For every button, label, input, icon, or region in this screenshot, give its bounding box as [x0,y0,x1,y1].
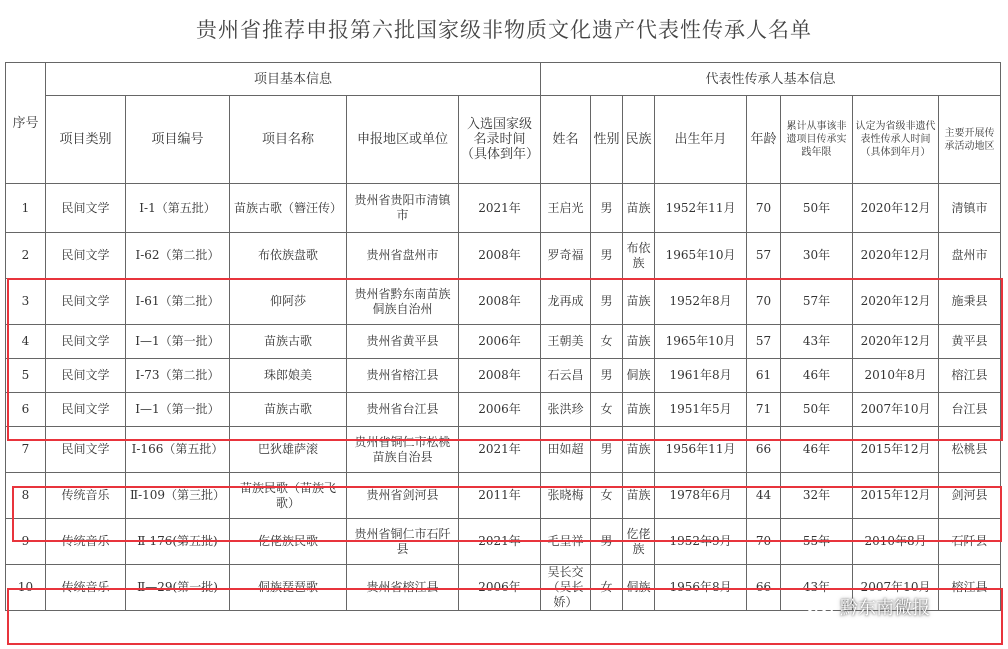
cell-area: 施秉县 [939,279,1001,325]
cell-person: 王朝美 [541,325,591,359]
cell-ethnicity: 苗族 [623,279,655,325]
cell-region: 贵州省盘州市 [347,233,459,279]
cell-experience: 46年 [781,359,853,393]
cell-code: Ⅱ-109（第三批） [126,473,230,519]
table-row [6,325,1001,359]
cell-gender: 男 [591,279,623,325]
table-row [6,393,1001,427]
cell-age: 66 [747,565,781,611]
cell-region: 贵州省贵阳市清镇市 [347,184,459,233]
table-row [6,473,1001,519]
cell-code: Ⅰ-62（第二批） [126,233,230,279]
cell-area: 清镇市 [939,184,1001,233]
cell-area: 榕江县 [939,565,1001,611]
cell-name: 布依族盘歌 [230,233,347,279]
cell-name: 苗族古歌（簪汪传） [230,184,347,233]
cell-year: 2006年 [459,393,541,427]
cell-birth: 1978年6月 [655,473,747,519]
cell-category: 民间文学 [46,427,126,473]
cell-person: 张洪珍 [541,393,591,427]
cell-region: 贵州省铜仁市松桃苗族自治县 [347,427,459,473]
cell-experience: 43年 [781,325,853,359]
cell-birth: 1956年8月 [655,565,747,611]
cell-category: 民间文学 [46,359,126,393]
cell-name: 侗族琵琶歌 [230,565,347,611]
group-header-inheritor: 代表性传承人基本信息 [541,63,1001,96]
cell-age: 44 [747,473,781,519]
cell-name: 巴狄雄萨滚 [230,427,347,473]
cell-name: 仰阿莎 [230,279,347,325]
cell-code: Ⅰ-1（第五批） [126,184,230,233]
cell-experience: 50年 [781,393,853,427]
table-row [6,427,1001,473]
cell-no: 1 [6,184,46,233]
cell-gender: 男 [591,184,623,233]
cell-experience: 43年 [781,565,853,611]
cell-region: 贵州省台江县 [347,393,459,427]
table-row [6,233,1001,279]
cell-name: 珠郎娘美 [230,359,347,393]
cell-year: 2021年 [459,427,541,473]
cell-region: 贵州省榕江县 [347,359,459,393]
cell-ethnicity: 苗族 [623,473,655,519]
cell-category: 民间文学 [46,279,126,325]
page-title: 贵州省推荐申报第六批国家级非物质文化遗产代表性传承人名单 [196,18,812,42]
cell-age: 71 [747,393,781,427]
cell-experience: 46年 [781,427,853,473]
col-header-code: 项目编号 [126,96,230,184]
inheritor-table [5,62,1001,611]
cell-provincial: 2007年10月 [853,393,939,427]
watermark-text: 黔东南微报 [840,598,930,619]
cell-ethnicity: 仡佬族 [623,519,655,565]
cell-gender: 男 [591,233,623,279]
col-header-person: 姓名 [541,96,591,184]
cell-provincial: 2010年8月 [853,359,939,393]
cell-year: 2008年 [459,279,541,325]
cell-experience: 30年 [781,233,853,279]
cell-ethnicity: 苗族 [623,427,655,473]
cell-code: Ⅱ-176(第五批) [126,519,230,565]
cell-code: Ⅰ-166（第五批） [126,427,230,473]
cell-year: 2008年 [459,359,541,393]
cell-name: 苗族民歌（苗族飞歌） [230,473,347,519]
cell-region: 贵州省铜仁市石阡县 [347,519,459,565]
cell-name: 仡佬族民歌 [230,519,347,565]
cell-person: 龙再成 [541,279,591,325]
cell-birth: 1961年8月 [655,359,747,393]
cell-area: 黄平县 [939,325,1001,359]
cell-no: 8 [6,473,46,519]
cell-age: 66 [747,427,781,473]
cell-year: 2011年 [459,473,541,519]
cell-ethnicity: 苗族 [623,393,655,427]
cell-no: 3 [6,279,46,325]
cell-provincial: 2007年10月 [853,565,939,611]
cell-provincial: 2015年12月 [853,473,939,519]
cell-code: Ⅰ—1（第一批） [126,325,230,359]
col-header-region: 申报地区或单位 [347,96,459,184]
cell-name: 苗族古歌 [230,393,347,427]
cell-category: 传统音乐 [46,565,126,611]
cell-code: Ⅰ-73（第二批） [126,359,230,393]
cell-age: 70 [747,279,781,325]
cell-birth: 1965年10月 [655,325,747,359]
cell-ethnicity: 苗族 [623,184,655,233]
cell-birth: 1956年11月 [655,427,747,473]
group-header-project: 项目基本信息 [46,63,541,96]
cell-birth: 1965年10月 [655,233,747,279]
col-header-name: 项目名称 [230,96,347,184]
cell-region: 贵州省黄平县 [347,325,459,359]
cell-person: 毛呈祥 [541,519,591,565]
cell-no: 2 [6,233,46,279]
cell-provincial: 2020年12月 [853,279,939,325]
cell-age: 70 [747,184,781,233]
cell-age: 57 [747,233,781,279]
cell-experience: 57年 [781,279,853,325]
col-header-area: 主要开展传承活动地区 [939,96,1001,184]
cell-birth: 1952年9月 [655,519,747,565]
col-header-age: 年龄 [747,96,781,184]
cell-provincial: 2010年8月 [853,519,939,565]
table-row [6,359,1001,393]
cell-no: 7 [6,427,46,473]
cell-ethnicity: 侗族 [623,565,655,611]
cell-ethnicity: 侗族 [623,359,655,393]
col-header-no: 序号 [6,63,46,184]
cell-region: 贵州省剑河县 [347,473,459,519]
cell-category: 民间文学 [46,233,126,279]
cell-gender: 女 [591,565,623,611]
cell-person: 张晓梅 [541,473,591,519]
cell-ethnicity: 布依族 [623,233,655,279]
cell-gender: 女 [591,393,623,427]
cell-no: 6 [6,393,46,427]
cell-year: 2008年 [459,233,541,279]
cell-provincial: 2015年12月 [853,427,939,473]
cell-category: 民间文学 [46,184,126,233]
cell-gender: 女 [591,473,623,519]
cell-person: 吴长交（吴长娇） [541,565,591,611]
col-header-year: 入选国家级名录时间（具体到年） [459,96,541,184]
cell-region: 贵州省榕江县 [347,565,459,611]
cell-no: 5 [6,359,46,393]
table-row [6,279,1001,325]
cell-gender: 男 [591,359,623,393]
wechat-icon [806,595,834,619]
cell-no: 4 [6,325,46,359]
cell-person: 石云昌 [541,359,591,393]
cell-area: 台江县 [939,393,1001,427]
cell-code: Ⅰ-61（第二批） [126,279,230,325]
cell-category: 传统音乐 [46,519,126,565]
cell-code: Ⅱ—29(第一批) [126,565,230,611]
cell-ethnicity: 苗族 [623,325,655,359]
cell-year: 2021年 [459,519,541,565]
cell-experience: 32年 [781,473,853,519]
cell-gender: 男 [591,519,623,565]
cell-gender: 女 [591,325,623,359]
cell-code: Ⅰ—1（第一批） [126,393,230,427]
cell-birth: 1951年5月 [655,393,747,427]
col-header-gender: 性别 [591,96,623,184]
cell-birth: 1952年11月 [655,184,747,233]
cell-name: 苗族古歌 [230,325,347,359]
cell-provincial: 2020年12月 [853,325,939,359]
cell-area: 松桃县 [939,427,1001,473]
table-row [6,184,1001,233]
cell-age: 57 [747,325,781,359]
cell-provincial: 2020年12月 [853,184,939,233]
cell-provincial: 2020年12月 [853,233,939,279]
cell-gender: 男 [591,427,623,473]
col-header-experience: 累计从事该非遗项目传承实践年限 [781,96,853,184]
cell-year: 2021年 [459,184,541,233]
cell-category: 民间文学 [46,325,126,359]
table-row [6,519,1001,565]
cell-person: 罗奇福 [541,233,591,279]
cell-region: 贵州省黔东南苗族侗族自治州 [347,279,459,325]
cell-year: 2006年 [459,325,541,359]
cell-person: 王启光 [541,184,591,233]
cell-no: 10 [6,565,46,611]
cell-experience: 50年 [781,184,853,233]
cell-age: 70 [747,519,781,565]
col-header-provincial: 认定为省级非遗代表性传承人时间（具体到年月） [853,96,939,184]
cell-area: 榕江县 [939,359,1001,393]
cell-birth: 1952年8月 [655,279,747,325]
col-header-category: 项目类别 [46,96,126,184]
cell-area: 石阡县 [939,519,1001,565]
cell-category: 传统音乐 [46,473,126,519]
watermark [806,592,930,622]
cell-age: 61 [747,359,781,393]
cell-person: 田如超 [541,427,591,473]
cell-no: 9 [6,519,46,565]
cell-experience: 55年 [781,519,853,565]
col-header-birth: 出生年月 [655,96,747,184]
cell-category: 民间文学 [46,393,126,427]
cell-area: 剑河县 [939,473,1001,519]
cell-year: 2006年 [459,565,541,611]
col-header-ethnicity: 民族 [623,96,655,184]
cell-area: 盘州市 [939,233,1001,279]
